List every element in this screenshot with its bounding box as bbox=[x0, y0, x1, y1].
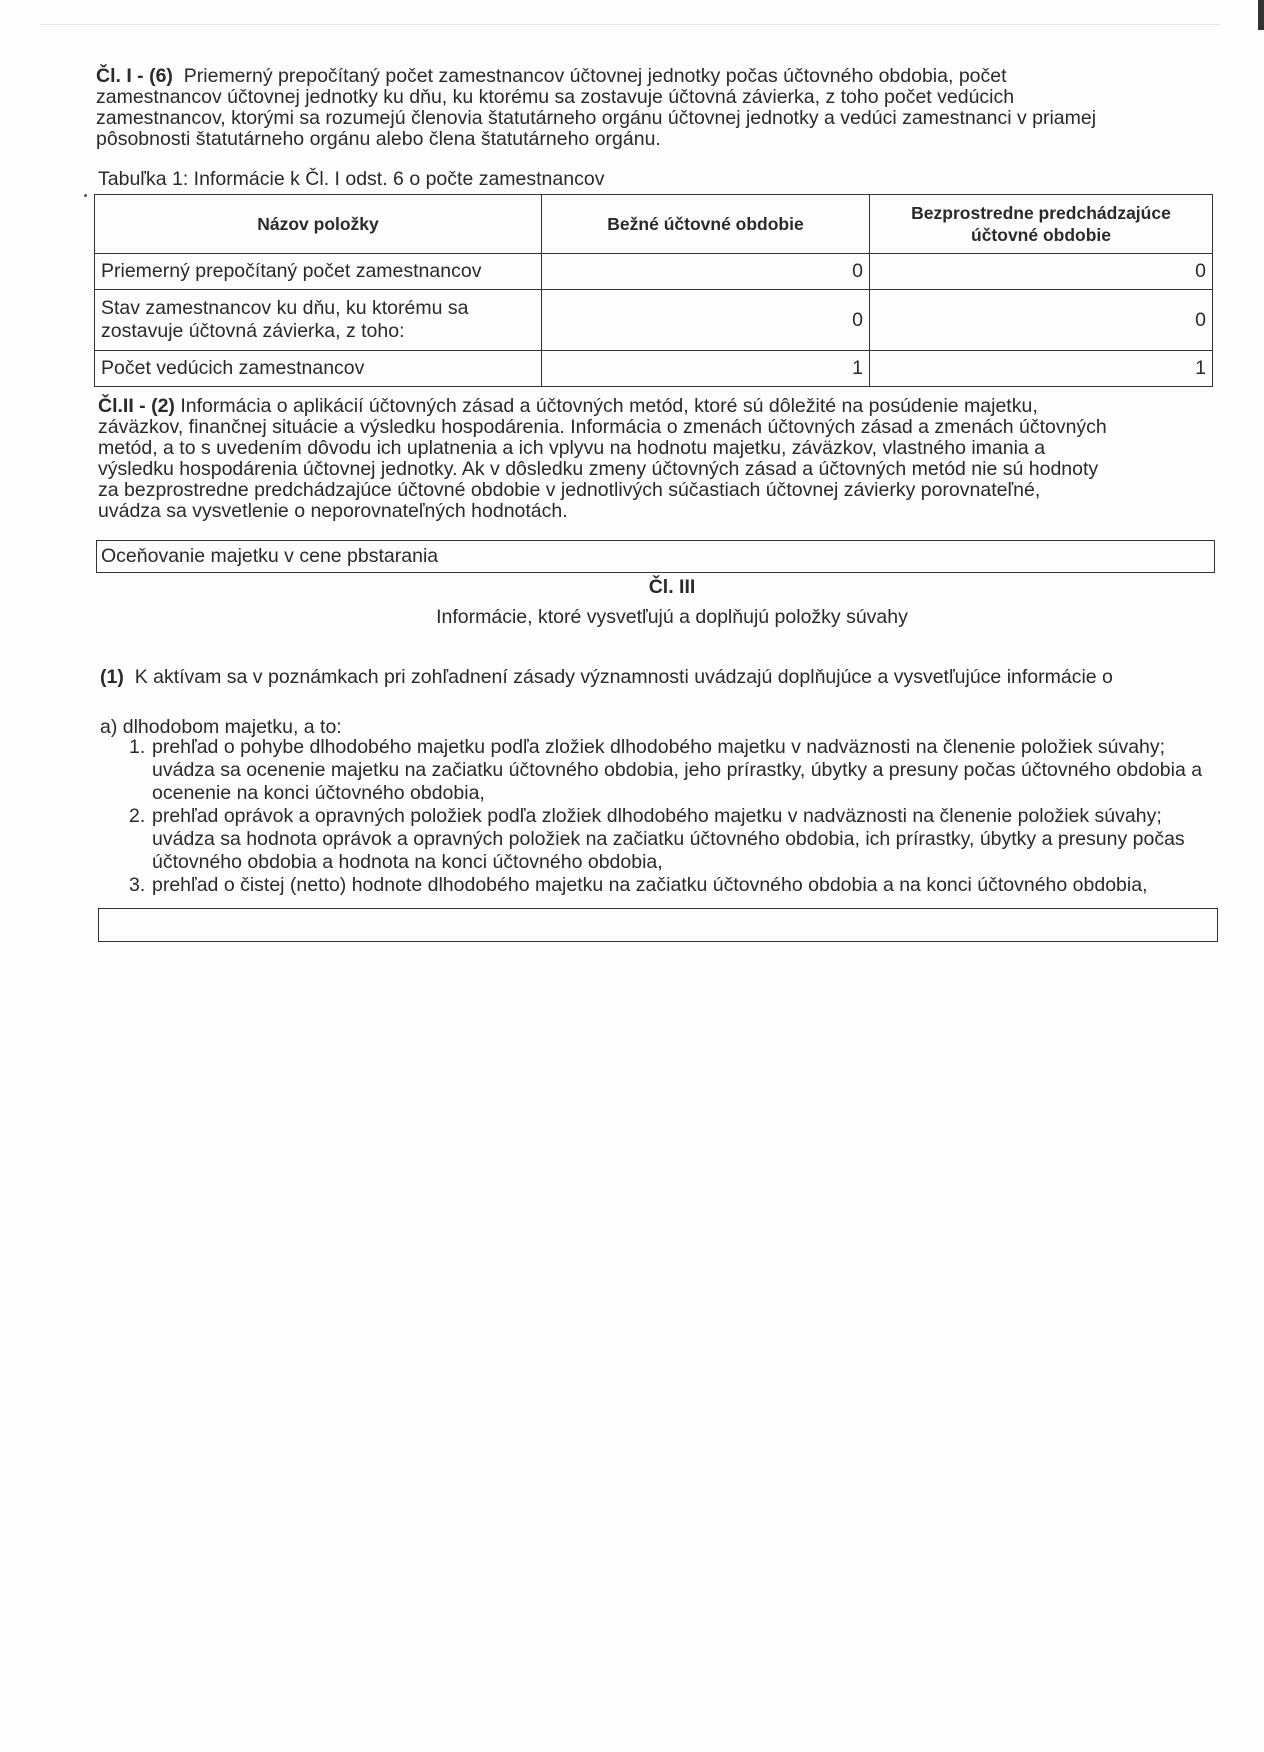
table-row bbox=[95, 290, 1213, 351]
article-3-answer-field[interactable] bbox=[98, 908, 1218, 942]
list-item bbox=[129, 736, 1222, 805]
col-header-previous: Bezprostredne predchádzajúce účtovné obdobie bbox=[870, 195, 1213, 254]
item-number: 1. bbox=[129, 736, 146, 758]
row-name: Počet vedúcich zamestnancov bbox=[95, 351, 542, 387]
scan-corner-mark bbox=[1258, 0, 1264, 30]
article-3-a-heading: a) dlhodobom majetku, a to: bbox=[100, 716, 342, 738]
article-3-p1-label: (1) bbox=[100, 666, 124, 688]
row-current: 0 bbox=[542, 254, 870, 290]
col-header-current: Bežné účtovné obdobie bbox=[542, 195, 870, 254]
scan-dot bbox=[84, 194, 87, 197]
article-3-subheading: Informácie, ktoré vysvetľujú a doplňujú položky súvahy bbox=[436, 606, 908, 628]
row-current: 0 bbox=[542, 290, 870, 351]
article-2-label: Čl.II - (2) bbox=[98, 395, 175, 417]
scan-edge-line bbox=[40, 24, 1220, 25]
row-name: Priemerný prepočítaný počet zamestnancov bbox=[95, 254, 542, 290]
table-row bbox=[95, 254, 1213, 290]
item-text: prehľad o pohybe dlhodobého majetku podľa zložiek dlhodobého majetku v nadväznosti na členenie položiek súvahy; uvádza sa ocenenie majetku na začiatku účtovného obdobia, jeho prírastky, úbytky a presuny počas účtovného obdobia a ocenenie na konci účtovného obdobia, bbox=[152, 736, 1203, 804]
article-1-text: Priemerný prepočítaný počet zamestnancov účtovnej jednotky počas účtovného obdobia, počet zamestnancov účtovnej jednotky ku dňu, ku ktorému sa zostavuje účtovná závierka, z toho počet vedúcich zamestnancov, ktorými sa rozumejú členovia štatutárneho orgánu účtovnej jednotky a vedúci zamestnanci v priamej pôsobnosti štatutárneho orgánu alebo člena štatutárneho orgánu. bbox=[96, 65, 1097, 150]
article-1-paragraph bbox=[96, 66, 1106, 150]
employee-table bbox=[94, 194, 1213, 387]
list-item bbox=[129, 805, 1222, 874]
article-2-answer-text: Oceňovanie majetku v cene pbstarania bbox=[101, 545, 439, 567]
article-3-p1-text: K aktívam sa v poznámkach pri zohľadnení zásady významnosti uvádzajú doplňujúce a vysvetľujúce informácie o bbox=[134, 666, 1113, 688]
article-2-text: Informácia o aplikácií účtovných zásad a účtovných metód, ktoré sú dôležité na posúdenie majetku, záväzkov, finančnej situácie a výsledku hospodárenia. Informácia o zmenách účtovných zásad a zmenách účtovných metód, a to s uvedením dôvodu ich uplatnenia a ich vplyvu na hodnotu majetku, záväzkov, vlastného imania a výsledku hospodárenia účtovnej jednotky. Ak v dôsledku zmeny účtovných zásad a účtovných metód nie sú hodnoty za bezprostredne predchádzajúce účtovné obdobie v jednotlivých súčastiach účtovnej závierky porovnateľné, uvádza sa vysvetlenie o neporovnateľných hodnotách. bbox=[98, 395, 1107, 522]
article-3-item-list bbox=[129, 736, 1222, 897]
table-caption: Tabuľka 1: Informácie k Čl. I odst. 6 o počte zamestnancov bbox=[98, 168, 605, 190]
row-previous: 1 bbox=[870, 351, 1213, 387]
row-previous: 0 bbox=[870, 254, 1213, 290]
item-number: 2. bbox=[129, 805, 146, 827]
list-item bbox=[129, 874, 1222, 897]
article-1-label: Čl. I - (6) bbox=[96, 65, 173, 87]
article-3-paragraph-1 bbox=[100, 666, 1220, 689]
article-2-answer-field[interactable] bbox=[96, 540, 1215, 573]
col-header-name: Názov položky bbox=[95, 195, 542, 254]
item-number: 3. bbox=[129, 874, 146, 896]
row-current: 1 bbox=[542, 351, 870, 387]
item-text: prehľad o čistej (netto) hodnote dlhodobého majetku na začiatku účtovného obdobia a na konci účtovného obdobia, bbox=[152, 874, 1148, 896]
item-text: prehľad oprávok a opravných položiek podľa zložiek dlhodobého majetku v nadväznosti na členenie položiek súvahy; uvádza sa hodnota oprávok a opravných položiek na začiatku účtovného obdobia, ich prírastky, úbytky a presuny počas účtovného obdobia a hodnota na konci účtovného obdobia, bbox=[152, 805, 1185, 873]
article-3-heading: Čl. III bbox=[648, 576, 696, 598]
table-row bbox=[95, 351, 1213, 387]
row-name: Stav zamestnancov ku dňu, ku ktorému sa zostavuje účtovná závierka, z toho: bbox=[95, 290, 542, 351]
article-2-paragraph bbox=[98, 396, 1108, 522]
table-header-row bbox=[95, 195, 1213, 254]
row-previous: 0 bbox=[870, 290, 1213, 351]
